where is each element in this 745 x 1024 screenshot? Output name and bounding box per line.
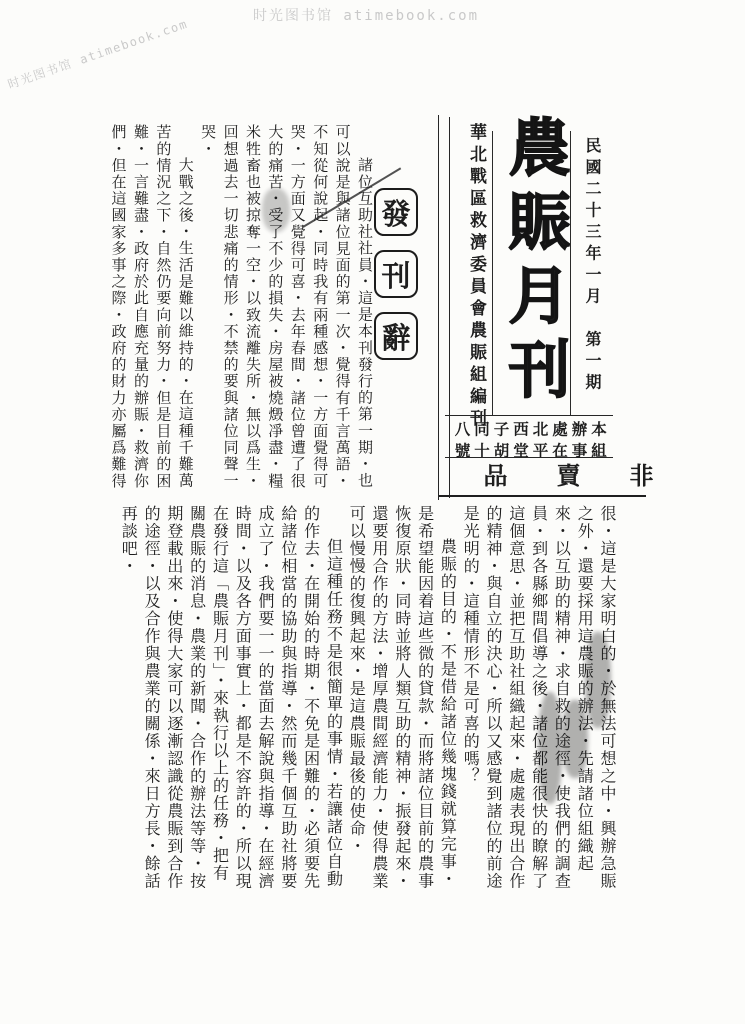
masthead-double-rule [449, 117, 450, 498]
section-title-foreword [374, 188, 420, 374]
watermark-horizontal: 时光图书馆 atimebook.com [253, 8, 480, 24]
not-for-sale-label: 非賣品 [479, 463, 651, 487]
watermark-diagonal: 时光图书馆 atimebook.com [5, 16, 190, 92]
paragraph: 諸位互助社社員・這是本刊發行的第一期・也可以說是與諸位見面的第一次・覺得有千言萬語・不知從何說起・同時我有兩種感想・一方面覺得可哭・一方面又覺得可喜・去年春間・諸位曾遭了很大的痛苦・受了不少的損失・房屋被燒燬凈盡・糧米牲畜也被掠奪一空・以致流離失所・無以爲生・回想過去一切悲痛的情形・不禁的要與諸位同聲一哭・ [199, 124, 372, 490]
ink-blot [562, 700, 588, 778]
paragraph: 農賑的目的・不是借給諸位幾塊錢就算完事・是希望能因着這些微的貸款・而將諸位目前的農事恢復原狀・同時並將人類互助的精神・振發起來・還要用合作的方法・增厚農間經濟能力・使得農業可以慢慢的復興起來・是這農賑最後的使命・ [347, 505, 456, 890]
paragraph: 大戰之後・生活是難以維持的・在這種千難萬苦的情況之下・自然仍要向前努力・但是目前的困難・一言難盡・政府於此自應充量的辦賑・救濟你們・但在這國家多事之際・政府的財力亦屬爲難得 [109, 124, 193, 490]
ink-blot [585, 632, 611, 728]
publication-title: 農賑月刊 [499, 115, 567, 411]
masthead-divider-right [570, 131, 571, 415]
section-title-char-1: 發 [374, 188, 418, 236]
paragraph: 但這種任務不是很簡單的事情・若讓諸位自動的作去・在開始的時期・不免是困難的・必須要先給諸位相當的協助與指導・然而幾千個互助社將要成立了・我們要一一的當面去解說與指導・在經濟時間・以及各方面事實上・都是不容許的・所以現在發行這「農賑月刊」・來執行以上的任務・把有關農賑的消息・農業的新聞・合作的辦法等等・按期登載出來・使得大家可以逐漸認識從農賑到合作的途徑・以及合作與農業的關係・來日方長・餘話再談吧・ [119, 505, 342, 890]
paragraph-continuation: 很・這是大家明白的・於無法可想之中・興辦急賑之外・還要採用這農賑的辦法・先請諸位組織起來・以互助的精神・求自救的途徑・使我們的調查員・到各縣鄉間倡導之後・諸位都能很快的瞭解了這個意思・並把互助社組織起來・處處表現出合作的精神・與自立的決心・所以又感覺到諸位的前途是光明的・這種情形不是可喜的嗎？ [461, 505, 615, 890]
ink-blot [538, 692, 562, 804]
section-title-char-3: 辭 [374, 312, 418, 360]
section-title-char-2: 刊 [374, 250, 418, 298]
masthead-hrule-middle [445, 457, 613, 458]
masthead-hrule-top [445, 415, 613, 416]
publisher-line: 華北戰區救濟委員會農賑組編刊 [467, 123, 486, 431]
masthead-hrule-bottom [439, 495, 646, 497]
issue-date-line: 民國二十三年一月 第一期 [583, 137, 600, 395]
masthead-divider-left [492, 131, 493, 415]
article-part-2 [114, 505, 617, 891]
office-address: 本組辦事處在北平西堂子胡同十八號 [452, 421, 606, 464]
article-part-1 [104, 124, 375, 492]
masthead [438, 115, 651, 500]
ink-blot [262, 188, 290, 232]
